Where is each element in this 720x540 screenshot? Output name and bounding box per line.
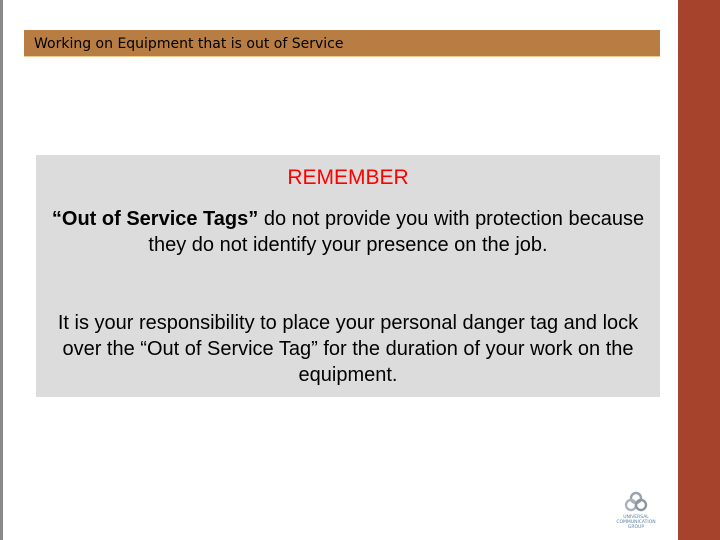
left-edge-line	[0, 0, 3, 540]
title-bar	[24, 30, 660, 57]
logo-line-2: COMMUNICATION	[616, 520, 656, 525]
logo-line-3: GROUP	[627, 525, 645, 530]
slide-title: Working on Equipment that is out of Service	[34, 36, 344, 52]
logo-mark-icon	[606, 490, 666, 514]
logo-line-1: UNIVERSAL	[623, 515, 649, 520]
callout-heading: REMEMBER	[287, 166, 409, 189]
callout-paragraph-1-text: do not provide you with protection because they do not identify your presence on the job.	[148, 208, 645, 256]
callout-paragraph-1	[40, 206, 656, 258]
out-of-service-tags-phrase: “Out of Service Tags”	[51, 208, 259, 230]
callout-box	[36, 155, 660, 397]
callout-paragraph-2: It is your responsibility to place your personal danger tag and lock over the “Out of Service Tag” for the duration of your work on the equipment.	[57, 312, 639, 386]
accent-band	[678, 0, 720, 540]
company-logo	[606, 490, 666, 538]
